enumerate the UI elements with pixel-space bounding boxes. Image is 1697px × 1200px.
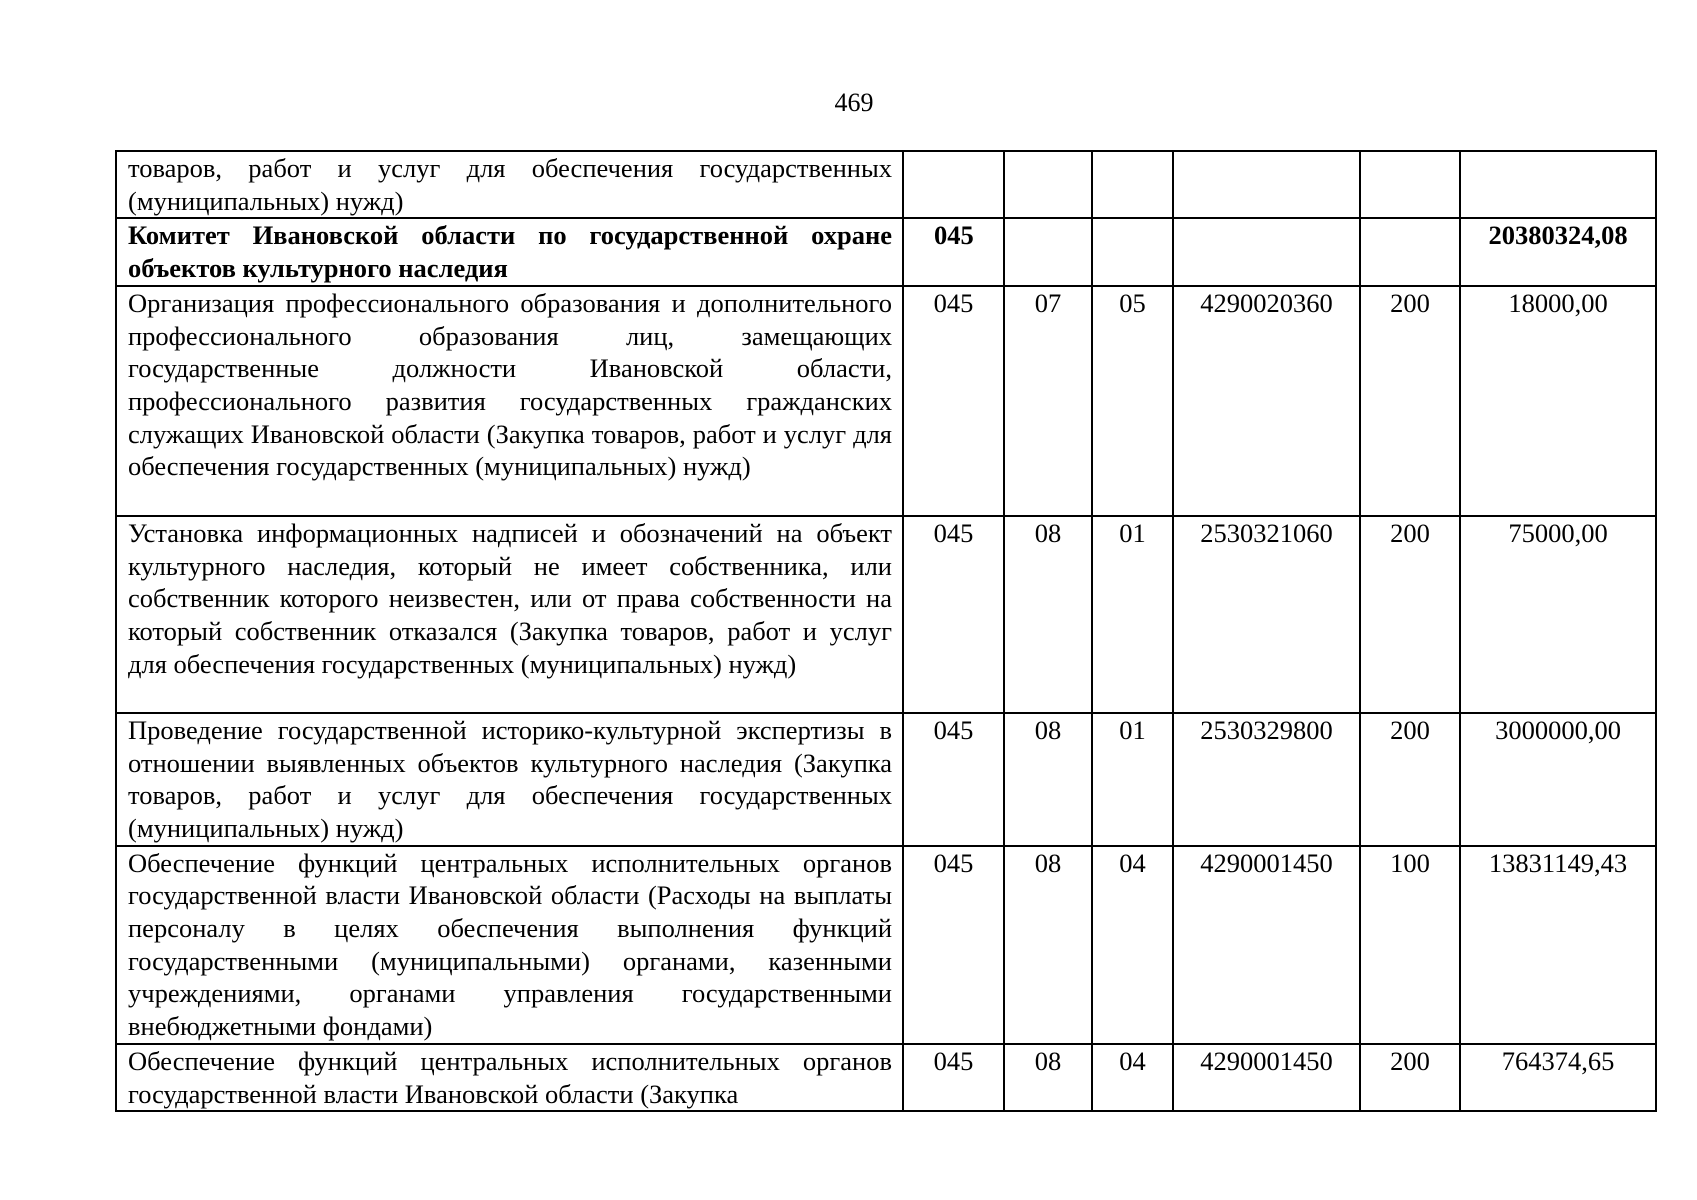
row-subsection: 01 <box>1092 713 1173 846</box>
row-subsection: 01 <box>1092 516 1173 713</box>
table-row <box>116 151 1656 218</box>
row-section: 08 <box>1004 713 1092 846</box>
row-subsection <box>1092 218 1173 285</box>
row-section: 08 <box>1004 516 1092 713</box>
row-section: 07 <box>1004 286 1092 516</box>
row-subsection: 04 <box>1092 1044 1173 1111</box>
row-admin-code: 045 <box>903 286 1004 516</box>
table-row <box>116 516 1656 713</box>
row-target-article: 4290001450 <box>1173 846 1360 1044</box>
row-expense-type: 200 <box>1360 286 1460 516</box>
row-subsection: 05 <box>1092 286 1173 516</box>
row-target-article: 2530321060 <box>1173 516 1360 713</box>
row-amount: 18000,00 <box>1460 286 1656 516</box>
row-description: Проведение государственной историко-культурной экспертизы в отношении выявленных объектов культурного наследия (Закупка товаров, работ и услуг для обеспечения государственных (муниципальных) нужд) <box>116 713 903 846</box>
table-row <box>116 1044 1656 1111</box>
row-section <box>1004 218 1092 285</box>
table-body <box>116 151 1656 1111</box>
row-target-article <box>1173 218 1360 285</box>
table-row <box>116 713 1656 846</box>
row-amount: 764374,65 <box>1460 1044 1656 1111</box>
row-expense-type <box>1360 151 1460 218</box>
row-amount: 13831149,43 <box>1460 846 1656 1044</box>
row-target-article <box>1173 151 1360 218</box>
row-target-article: 4290020360 <box>1173 286 1360 516</box>
row-amount: 20380324,08 <box>1460 218 1656 285</box>
table-row <box>116 846 1656 1044</box>
row-admin-code: 045 <box>903 218 1004 285</box>
row-expense-type: 200 <box>1360 1044 1460 1111</box>
row-admin-code: 045 <box>903 713 1004 846</box>
row-section <box>1004 151 1092 218</box>
row-subsection: 04 <box>1092 846 1173 1044</box>
row-expense-type <box>1360 218 1460 285</box>
table-row <box>116 286 1656 516</box>
row-expense-type: 200 <box>1360 516 1460 713</box>
row-section: 08 <box>1004 846 1092 1044</box>
row-target-article: 2530329800 <box>1173 713 1360 846</box>
row-amount <box>1460 151 1656 218</box>
page-number: 469 <box>834 88 874 117</box>
row-description: Обеспечение функций центральных исполнительных органов государственной власти Ивановской области (Закупка <box>116 1044 903 1111</box>
row-amount: 3000000,00 <box>1460 713 1656 846</box>
row-admin-code: 045 <box>903 516 1004 713</box>
row-amount: 75000,00 <box>1460 516 1656 713</box>
row-expense-type: 100 <box>1360 846 1460 1044</box>
row-expense-type: 200 <box>1360 713 1460 846</box>
row-section: 08 <box>1004 1044 1092 1111</box>
row-admin-code <box>903 151 1004 218</box>
budget-table <box>115 150 1657 1112</box>
row-admin-code: 045 <box>903 846 1004 1044</box>
row-target-article: 4290001450 <box>1173 1044 1360 1111</box>
row-description: Комитет Ивановской области по государственной охране объектов культурного наследия <box>116 218 903 285</box>
row-description: товаров, работ и услуг для обеспечения государственных (муниципальных) нужд) <box>116 151 903 218</box>
row-subsection <box>1092 151 1173 218</box>
row-description: Обеспечение функций центральных исполнительных органов государственной власти Ивановской области (Расходы на выплаты персоналу в целях обеспечения выполнения функций государственными (муниципальными) органами, казенными учреждениями, органами управления государственными внебюджетными фондами) <box>116 846 903 1044</box>
row-description: Установка информационных надписей и обозначений на объект культурного наследия, который не имеет собственника, или собственник которого неизвестен, или от права собственности на который собственник отказался (Закупка товаров, работ и услуг для обеспечения государственных (муниципальных) нужд) <box>116 516 903 713</box>
row-admin-code: 045 <box>903 1044 1004 1111</box>
table-row <box>116 218 1656 285</box>
row-description: Организация профессионального образования и дополнительного профессионального образования лиц, замещающих государственные должности Ивановской области, профессионального развития государственных гражданских служащих Ивановской области (Закупка товаров, работ и услуг для обеспечения государственных (муниципальных) нужд) <box>116 286 903 516</box>
